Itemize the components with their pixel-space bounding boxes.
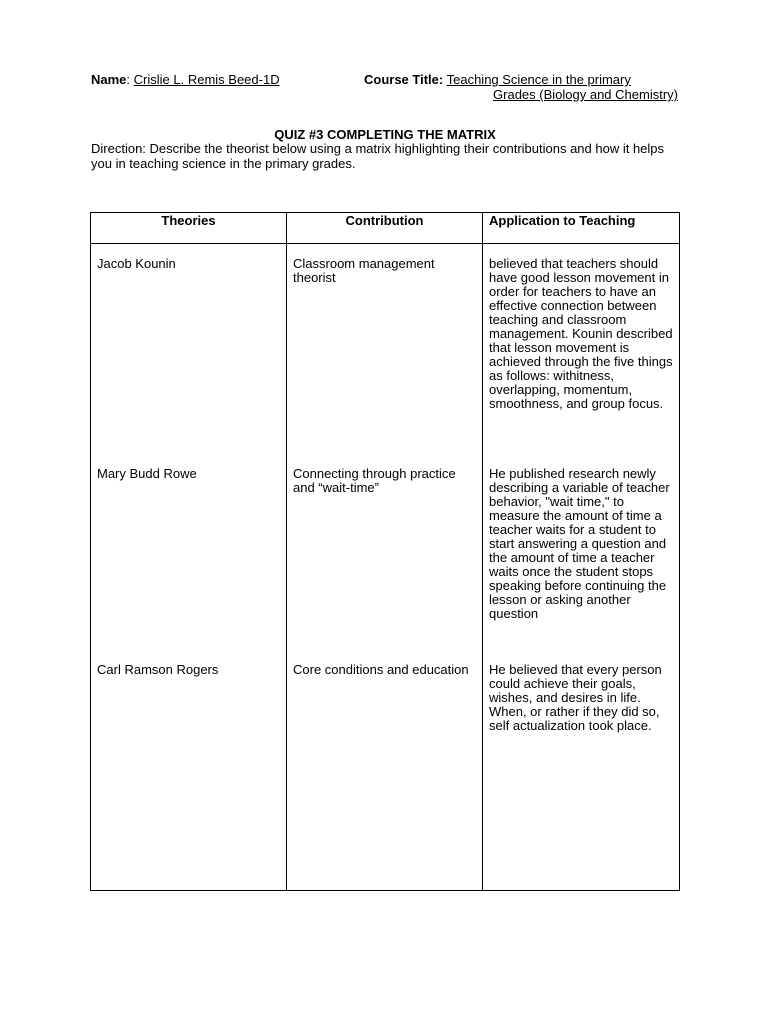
student-name: Crislie L. Remis Beed-1D — [133, 72, 280, 87]
course-title-value-line-2: Grades (Biology and Chemistry) — [493, 87, 678, 102]
theories-column — [91, 244, 287, 891]
matrix-header-row — [91, 213, 680, 244]
course-title-field — [364, 72, 684, 102]
matrix-body-row — [91, 244, 680, 891]
course-title-value-line-1: Teaching Science in the primary — [446, 72, 631, 87]
theorist-matrix-table — [90, 212, 680, 891]
theory-name: Jacob Kounin — [97, 256, 176, 271]
course-title-label: Course Title: — [364, 72, 444, 87]
name-label: Name — [91, 72, 127, 87]
header-contribution: Contribution — [287, 213, 483, 244]
contribution-text: Connecting through practice and “wait-time” — [293, 466, 456, 495]
course-title-line-1 — [364, 72, 684, 87]
name-colon: : — [126, 72, 134, 87]
quiz-title: QUIZ #3 COMPLETING THE MATRIX — [274, 127, 496, 142]
application-text: believed that teachers should have good lesson movement in order for teachers to have an effective connection between teaching and classroom management. Kounin described that lesson movement is achieved through the five things as follows: withitness, overlapping, momentum, smoothness, and group focus. — [489, 256, 673, 411]
application-text: He believed that every person could achieve their goals, wishes, and desires in life. When, or rather if they did so, self actualization took place. — [489, 662, 662, 733]
application-text: He published research newly describing a variable of teacher behavior, "wait time," to measure the amount of time a teacher waits for a student to start answering a question and the amount of time a teacher waits once the student stops speaking before continuing the lesson or asking another question — [489, 466, 670, 621]
contribution-text: Classroom management theorist — [293, 256, 435, 285]
header-theories: Theories — [91, 213, 287, 244]
application-column — [483, 244, 680, 891]
theory-name: Carl Ramson Rogers — [97, 662, 219, 677]
header-application: Application to Teaching — [483, 213, 680, 244]
contribution-column — [287, 244, 483, 891]
theory-name: Mary Budd Rowe — [97, 466, 197, 481]
direction-text: Direction: Describe the theorist below using a matrix highlighting their contributions and how it helps you in teaching science in the primary grades. — [91, 141, 665, 171]
contribution-text: Core conditions and education — [293, 662, 469, 677]
name-field — [91, 72, 280, 87]
